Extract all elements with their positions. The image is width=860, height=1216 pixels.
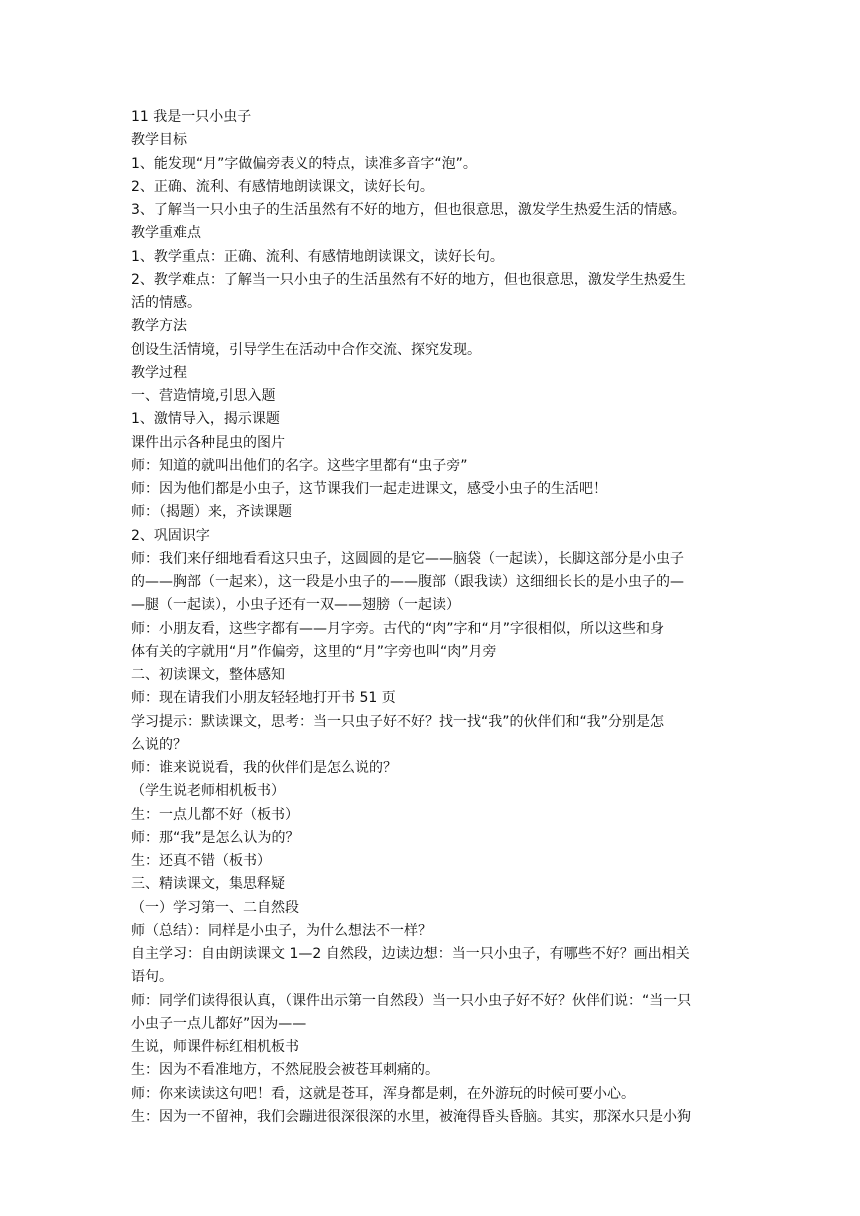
text-line: 师：（揭题）来，齐读课题 bbox=[131, 504, 292, 521]
text-line: 师（总结）：同样是小虫子，为什么想法不一样？ bbox=[131, 922, 432, 939]
text-line: 2、教学难点：了解当一只小虫子的生活虽然有不好的地方，但也很意思，激发学生热爱生 bbox=[131, 271, 686, 288]
text-line: 三、精读课文，集思释疑 bbox=[131, 876, 285, 893]
text-line: 体有关的字就用“月”作偏旁，这里的“月”字旁也叫“肉”月旁 bbox=[131, 643, 497, 660]
text-line: 一、营造情境,引思入题 bbox=[131, 388, 276, 404]
section-heading: 教学重难点 bbox=[131, 225, 201, 242]
text-line: 师：你来读读这句吧！看，这就是苍耳，浑身都是刺，在外游玩的时候可要小心。 bbox=[131, 1085, 635, 1102]
text-line: 生：还真不错（板书） bbox=[131, 853, 271, 869]
text-line: 的——胸部（一起来），这一段是小虫子的——腹部（跟我读）这细细长长的是小虫子的— bbox=[131, 574, 684, 590]
text-line: 创设生活情境，引导学生在活动中合作交流、探究发现。 bbox=[131, 341, 481, 358]
text-line: 2、正确、流利、有感情地朗读课文，读好长句。 bbox=[131, 178, 434, 195]
text-line: —腿（一起读），小虫子还有一双——翅膀（一起读） bbox=[131, 597, 460, 614]
text-line: 师：同学们读得很认真，（课件出示第一自然段）当一只小虫子好不好？伙伴们说：“当一只 bbox=[131, 992, 692, 1009]
document-title: 11 我是一只小虫子 bbox=[131, 109, 252, 125]
text-line: 1、能发现“月”字做偏旁表义的特点，读准多音字“泡”。 bbox=[131, 155, 477, 172]
text-line: 小虫子一点儿都好”因为—— bbox=[131, 1015, 307, 1032]
text-line: 生：因为一不留神，我们会蹦进很深很深的水里，被淹得昏头昏脑。其实，那深水只是小狗 bbox=[131, 1108, 691, 1125]
text-line: 二、初读课文，整体感知 bbox=[131, 667, 285, 683]
text-line: 师：谁来说说看，我的伙伴们是怎么说的？ bbox=[131, 760, 397, 776]
document-body bbox=[131, 106, 731, 1129]
text-line: 1、教学重点：正确、流利、有感情地朗读课文，读好长句。 bbox=[131, 248, 504, 265]
section-heading: 教学目标 bbox=[131, 132, 187, 149]
text-line: 师：小朋友看，这些字都有——月字旁。古代的“肉”字和“月”字很相似，所以这些和身 bbox=[131, 620, 665, 637]
text-line: 师：那“我”是怎么认为的？ bbox=[131, 829, 300, 846]
text-line: 么说的？ bbox=[131, 736, 187, 753]
section-heading: 教学过程 bbox=[131, 364, 187, 381]
text-line: 师：因为他们都是小虫子，这节课我们一起走进课文，感受小虫子的生活吧！ bbox=[131, 481, 607, 497]
text-line: 活的情感。 bbox=[131, 295, 201, 311]
text-line: （学生说老师相机板书） bbox=[131, 783, 285, 800]
text-line: （一）学习第一、二自然段 bbox=[131, 899, 299, 916]
text-line: 自主学习：自由朗读课文 1—2 自然段，边读边想：当一只小虫子，有哪些不好？画出相关 bbox=[131, 946, 690, 962]
text-line: 师：我们来仔细地看看这只虫子，这圆圆的是它——脑袋（一起读），长脚这部分是小虫子 bbox=[131, 550, 684, 567]
text-line: 3、了解当一只小虫子的生活虽然有不好的地方，但也很意思，激发学生热爱生活的情感。 bbox=[131, 202, 686, 218]
text-line: 课件出示各种昆虫的图片 bbox=[131, 434, 285, 451]
text-line: 生：因为不看准地方，不然屁股会被苍耳刺痛的。 bbox=[131, 1062, 439, 1079]
text-line: 生：一点儿都不好（板书） bbox=[131, 806, 299, 823]
text-line: 生说，师课件标红相机板书 bbox=[131, 1039, 299, 1055]
section-heading: 教学方法 bbox=[131, 318, 187, 335]
text-line: 语句。 bbox=[131, 969, 173, 986]
text-line: 师：知道的就叫出他们的名字。这些字里都有“虫子旁” bbox=[131, 457, 468, 474]
text-line: 学习提示：默读课文，思考：当一只虫子好不好？找一找“我”的伙伴们和“我”分别是怎 bbox=[131, 713, 665, 730]
text-line: 2、巩固识字 bbox=[131, 527, 210, 544]
text-line: 师：现在请我们小朋友轻轻地打开书 51 页 bbox=[131, 690, 396, 707]
text-line: 1、激情导入，揭示课题 bbox=[131, 411, 280, 428]
